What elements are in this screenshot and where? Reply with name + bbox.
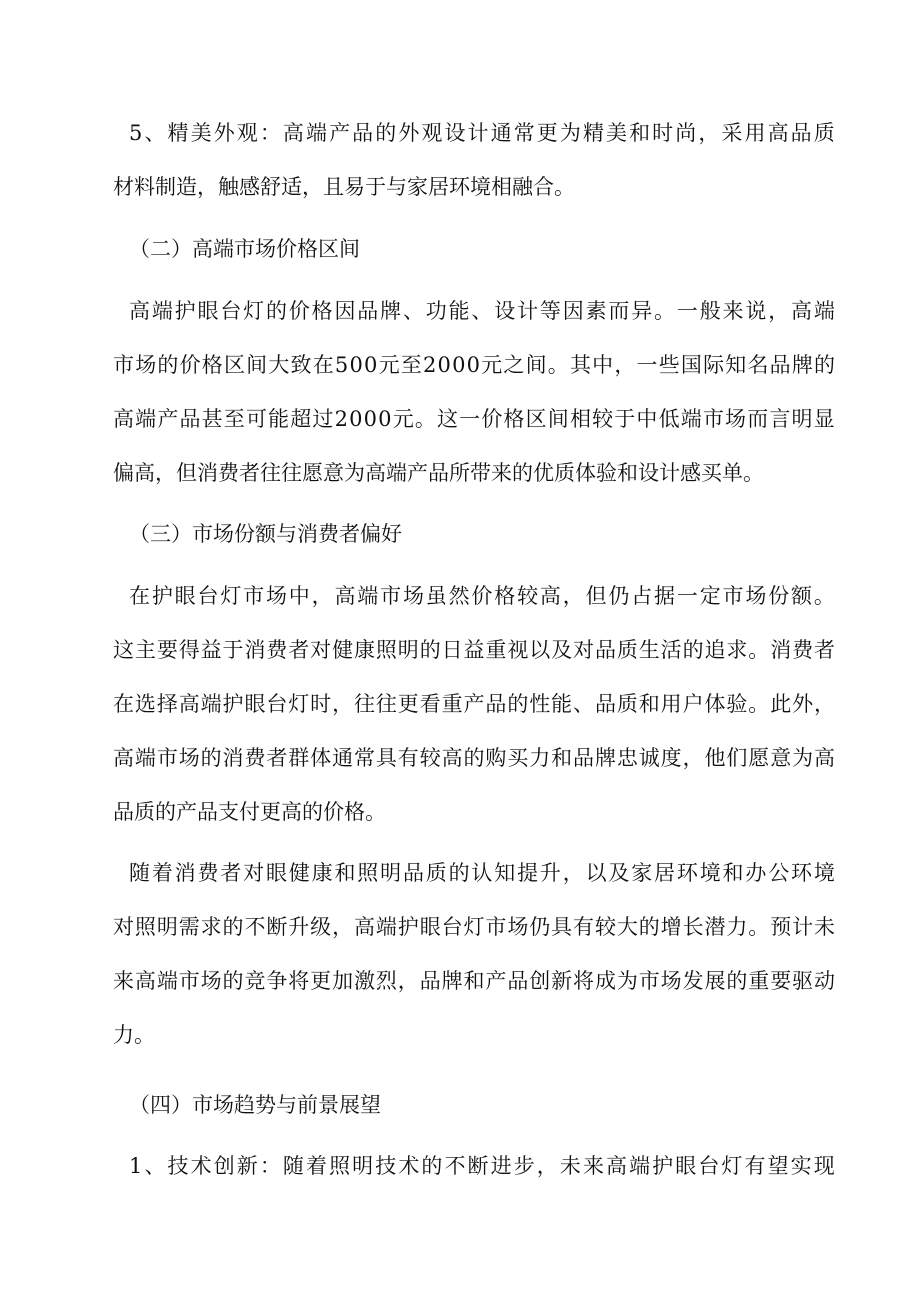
paragraph-line: 随 着 消 费 者 对 眼 健 康 和 照 明 品 质 的 认 知 提 升 ， 以 及 家 居 环 境 和 办 公 环 境	[129, 861, 835, 885]
paragraph-line: 偏高，但消费者往往愿意为高端产品所带来的优质体验和设计感买单。	[113, 461, 764, 485]
paragraph-line: 高 端 产 品 甚 至 可 能 超 过 2 0 0 0 元 。 这 一 价 格 区 间 相 较 于 中 低 端 市 场 而 言 明 显	[113, 407, 835, 431]
section-heading: （三）市场份额与消费者偏好	[129, 522, 402, 546]
section-heading: （四）市场趋势与前景展望	[129, 1093, 381, 1117]
paragraph-line: 材料制造，触感舒适，且易于与家居环境相融合。	[113, 175, 575, 199]
paragraph-line: 高 端 护 眼 台 灯 的 价 格 因 品 牌 、 功 能 、 设 计 等 因 素 而 异 。 一 般 来 说 ， 高 端	[129, 299, 835, 323]
paragraph-line: 品质的产品支付更高的价格。	[113, 800, 386, 824]
paragraph-line: 对 照 明 需 求 的 不 断 升 级 ， 高 端 护 眼 台 灯 市 场 仍 具 有 较 大 的 增 长 潜 力 。 预 计 未	[113, 915, 835, 939]
paragraph-line: 来 高 端 市 场 的 竞 争 将 更 加 激 烈 ， 品 牌 和 产 品 创 新 将 成 为 市 场 发 展 的 重 要 驱 动	[113, 969, 835, 993]
paragraph-line: 这 主 要 得 益 于 消 费 者 对 健 康 照 明 的 日 益 重 视 以 及 对 品 质 生 活 的 追 求 。 消 费 者	[113, 638, 835, 662]
paragraph-line: 在 选 择 高 端 护 眼 台 灯 时 ， 往 往 更 看 重 产 品 的 性 能 、 品 质 和 用 户 体 验 。 此 外 ，	[113, 692, 835, 716]
paragraph-line: 力。	[113, 1023, 155, 1047]
paragraph-line: 高 端 市 场 的 消 费 者 群 体 通 常 具 有 较 高 的 购 买 力 和 品 牌 忠 诚 度 ， 他 们 愿 意 为 高	[113, 746, 835, 770]
paragraph-line: 在 护 眼 台 灯 市 场 中 ， 高 端 市 场 虽 然 价 格 较 高 ， 但 仍 占 据 一 定 市 场 份 额 。	[129, 584, 835, 608]
paragraph-line: 1 、 技 术 创 新 ： 随 着 照 明 技 术 的 不 断 进 步 ， 未 来 高 端 护 眼 台 灯 有 望 实 现	[129, 1154, 835, 1178]
paragraph-line: 5 、 精 美 外 观 ： 高 端 产 品 的 外 观 设 计 通 常 更 为 精 美 和 时 尚 ， 采 用 高 品 质	[129, 121, 835, 145]
paragraph-line: 市 场 的 价 格 区 间 大 致 在 5 0 0 元 至 2 0 0 0 元 之 间 。 其 中 ， 一 些 国 际 知 名 品 牌 的	[113, 353, 835, 377]
section-heading: （二）高端市场价格区间	[129, 237, 360, 261]
